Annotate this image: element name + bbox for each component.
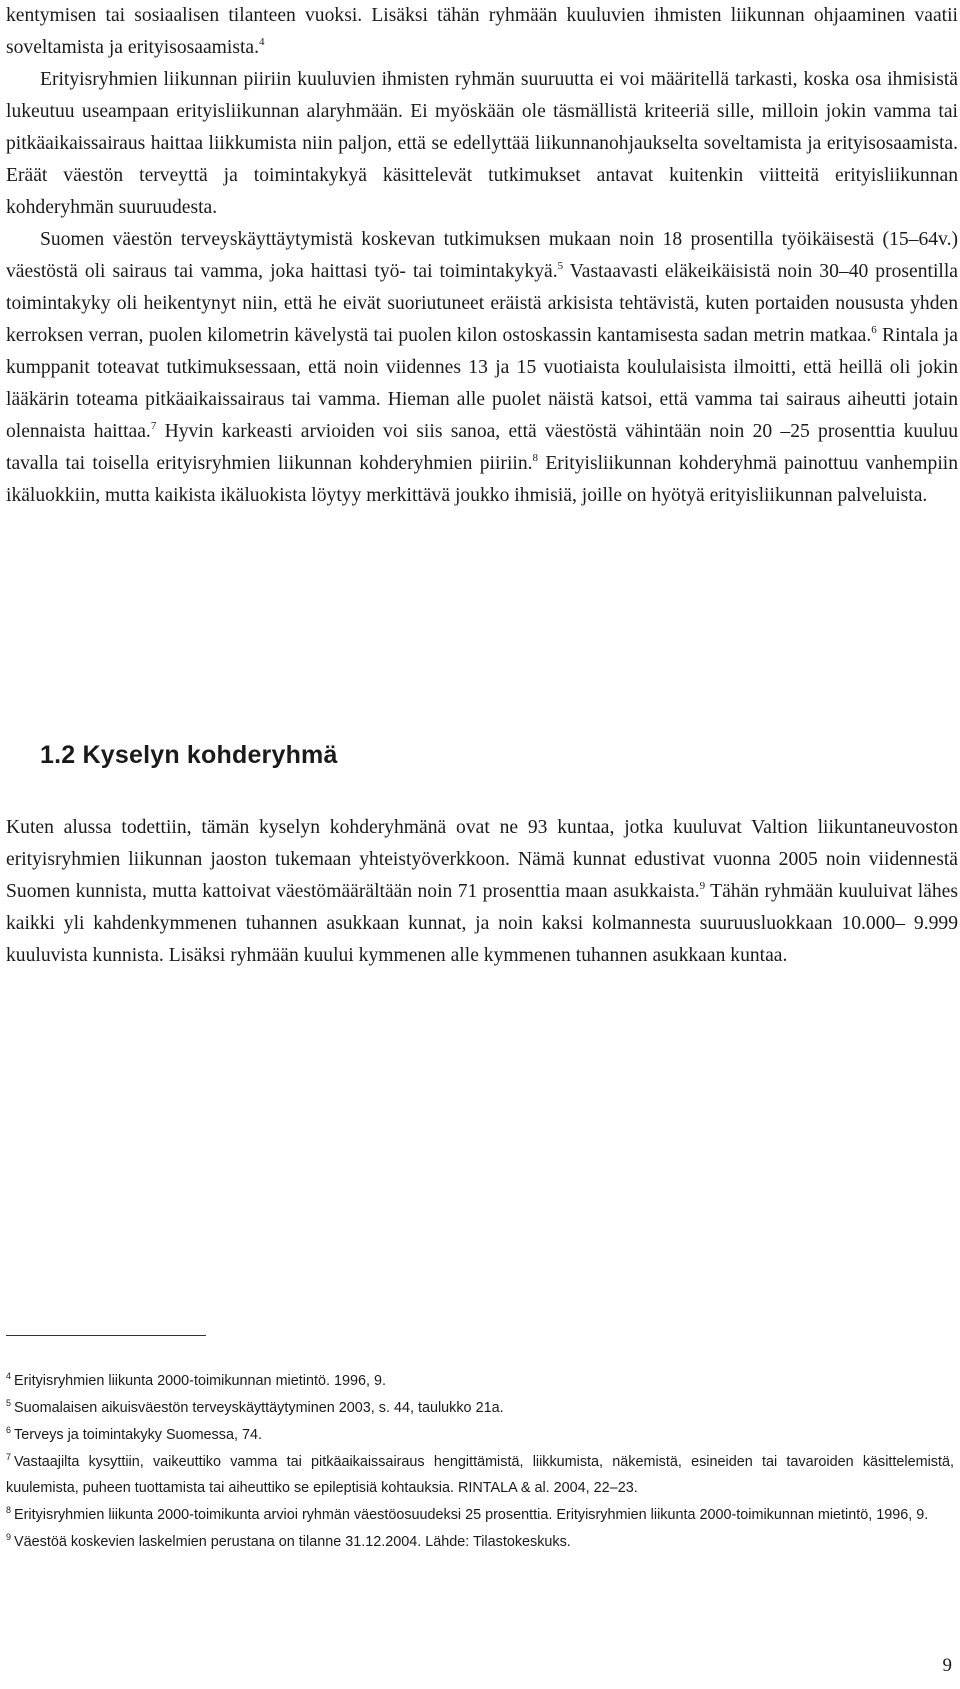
footnote: $^5$ Suomalaisen aikuisväestön terveyskäyttäytyminen 2003, s. 44, taulukko 21a. xyxy=(6,1398,504,1416)
body-text-top xyxy=(6,0,958,512)
footnotes xyxy=(6,1368,954,1556)
footnote: $^9$ Väestöä koskevien laskelmien perustana on tilanne 31.12.2004. Lähde: Tilastokeskuks. xyxy=(6,1532,571,1550)
footnote: $^6$ Terveys ja toimintakyky Suomessa, 74. xyxy=(6,1425,262,1443)
footnote-number: 4 xyxy=(6,1371,12,1381)
footnote-number: 9 xyxy=(6,1532,12,1542)
paragraph: kentymisen tai sosiaalisen tilanteen vuoksi. Lisäksi tähän ryhmään kuuluvien ihmisten liikunnan ohjaaminen vaatii soveltamista ja erityisosaamista.$^4$ xyxy=(6,5,958,58)
section-heading: 1.2 Kyselyn kohderyhmä xyxy=(40,741,338,769)
footnote-ref[interactable]: 8 xyxy=(532,452,539,464)
footnote-ref[interactable]: 7 xyxy=(150,420,157,432)
footnote-ref[interactable]: 6 xyxy=(871,324,877,336)
paragraph: Erityisryhmien liikunnan piiriin kuuluvien ihmisten ryhmän suuruutta ei voi määritellä tarkasti, koska osa ihmisistä lukeutuu useampaan erityisliikunnan alaryhmään. Ei myöskään ole täsmällistä kriteeriä sille, milloin jokin vamma tai pitkäaikaissairaus haittaa liikkumista niin paljon, että se edellyttää liikunnanohjaukselta soveltamista ja erityisosaamista. Eräät väestön terveyttä ja toimintakykyä käsittelevät tutkimukset antavat kuitenkin viitteitä erityisliikunnan kohderyhmän suuruudesta. xyxy=(6,69,958,218)
footnote-ref[interactable]: 9 xyxy=(699,880,706,892)
footnote-number: 6 xyxy=(6,1425,12,1435)
paragraph: Suomen väestön terveyskäyttäytymistä koskevan tutkimuksen mukaan noin 18 prosentilla työikäisestä (15–64v.) väestöstä oli sairaus tai vamma, joka haittasi työ- tai toimintakykyä.$^5$ Vastaavasti eläkeikäisistä noin 30–40 prosentilla toimintakyky oli heikentynyt niin, että he eivät suoriutuneet eräistä arkisista tehtävistä, kuten portaiden noususta yhden kerroksen verran, puolen kilometrin kävelystä tai puolen kilon ostoskassin kantamisesta sadan metrin matkaa.$^6$ Rintala ja kumppanit toteavat tutkimuksessaan, että noin viidennes 13 ja 15 vuotiaista koululaisista ilmoitti, että heillä oli jokin lääkärin toteama pitkäaikaissairaus tai vamma. Hieman alle puolet näistä katsoi, että vamma tai sairaus aiheutti jotain olennaista haittaa.$^7$ Hyvin karkeasti arvioiden voi siis sanoa, että väestöstä vähintään noin 20 –25 prosenttia kuuluu tavalla tai toisella erityisryhmien liikunnan kohderyhmien piiriin.$^8$ Erityisliikunnan kohderyhmä painottuu vanhempiin ikäluokkiin, mutta kaikista ikäluokista löytyy merkittävä joukko ihmisiä, joille on hyötyä erityisliikunnan palveluista. xyxy=(6,229,959,506)
footnote: $^8$ Erityisryhmien liikunta 2000-toimikunta arvioi ryhmän väestöosuudeksi 25 prosenttia. Erityisryhmien liikunta 2000-toimikunnan mietintö, 1996, 9. xyxy=(6,1505,929,1523)
footnote-number: 8 xyxy=(6,1505,12,1515)
footnote: $^7$ Vastaajilta kysyttiin, vaikeuttiko vamma tai pitkäaikaissairaus hengittämistä, liikkumista, näkemistä, esineiden tai tavaroiden käsittelemistä, kuulemista, puheen tuottamista tai aiheuttiko se epileptisiä kohtauksia. RINTALA & al. 2004, 22–23. xyxy=(6,1452,954,1496)
footnote-ref[interactable]: 4 xyxy=(259,36,265,48)
footnote: $^4$ Erityisryhmien liikunta 2000-toimikunnan mietintö. 1996, 9. xyxy=(6,1371,386,1389)
paragraph: Kuten alussa todettiin, tämän kyselyn kohderyhmänä ovat ne 93 kuntaa, jotka kuuluvat Valtion liikuntaneuvoston erityisryhmien liikunnan jaoston tukemaan yhteistyöverkkoon. Nämä kunnat edustivat vuonna 2005 noin viidennestä Suomen kunnista, mutta kattoivat väestömäärältään noin 71 prosenttia maan asukkaista.$^9$ Tähän ryhmään kuuluivat lähes kaikki yli kahdenkymmenen tuhannen asukkaan kunnat, ja noin kaksi kolmannesta suuruusluokkaan 10.000– 9.999 kuuluvista kunnista. Lisäksi ryhmään kuului kymmenen alle kymmenen tuhannen asukkaan kuntaa. xyxy=(6,817,958,966)
footnote-number: 5 xyxy=(6,1398,12,1408)
body-text-section xyxy=(6,812,958,972)
page-number: 9 xyxy=(942,1655,952,1676)
footnote-divider xyxy=(6,1335,206,1336)
footnote-number: 7 xyxy=(6,1452,12,1462)
footnote-ref[interactable]: 5 xyxy=(557,260,564,272)
